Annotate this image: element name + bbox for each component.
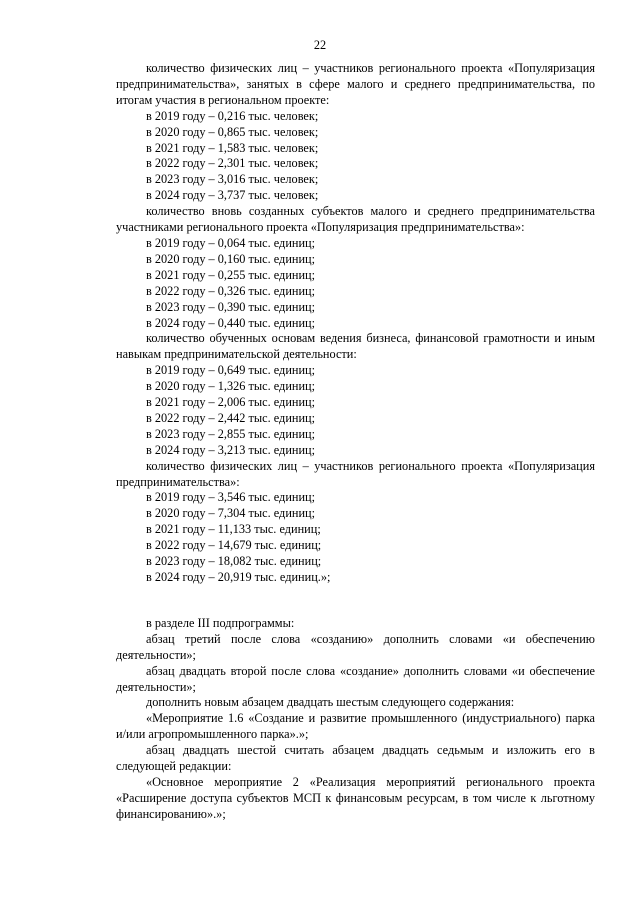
document-body <box>116 61 595 823</box>
paragraph: количество вновь созданных субъектов малого и среднего предпринимательства участниками регионального проекта «Популяризация предпринимательства»: <box>116 204 595 235</box>
paragraph: «Основное мероприятие 2 «Реализация мероприятий регионального проекта «Расширение доступа субъектов МСП к финансовым ресурсам, в том числе к льготному финансированию».»; <box>116 774 595 821</box>
paragraph: количество физических лиц – участников регионального проекта «Популяризация предпринимательства»: <box>116 458 595 489</box>
list-item: в 2024 году – 20,919 тыс. единиц.»; <box>146 570 331 584</box>
list-item: в 2023 году – 0,390 тыс. единиц; <box>146 299 316 314</box>
paragraph: «Мероприятие 1.6 «Создание и развитие промышленного (индустриального) парка и/или агропромышленного парка».»; <box>116 711 595 742</box>
list-item: в 2022 году – 14,679 тыс. единиц; <box>146 538 322 553</box>
list-item: в 2020 году – 0,160 тыс. единиц; <box>146 251 316 266</box>
list-item: в 2019 году – 0,064 тыс. единиц; <box>146 235 316 250</box>
list-item: в 2020 году – 0,865 тыс. человек; <box>146 124 319 139</box>
paragraph: в разделе III подпрограммы: <box>146 615 295 630</box>
list-item: в 2023 году – 2,855 тыс. единиц; <box>146 426 316 441</box>
list-item: в 2024 году – 3,213 тыс. единиц; <box>146 442 316 457</box>
list-item: в 2024 году – 3,737 тыс. человек; <box>146 188 319 203</box>
page-number: 22 <box>313 38 327 52</box>
list-item: в 2024 году – 0,440 тыс. единиц; <box>146 315 316 330</box>
list-item: в 2019 году – 3,546 тыс. единиц; <box>146 490 316 505</box>
list-item: в 2023 году – 3,016 тыс. человек; <box>146 172 319 187</box>
paragraph: абзац двадцать шестой считать абзацем двадцать седьмым и изложить его в следующей редакции: <box>116 743 595 774</box>
blank-space <box>116 586 595 616</box>
list-item: в 2019 году – 0,216 тыс. человек; <box>146 108 319 123</box>
list-item: в 2021 году – 0,255 тыс. единиц; <box>146 267 316 282</box>
paragraph: абзац третий после слова «созданию» дополнить словами «и обеспечению деятельности»; <box>116 631 595 662</box>
paragraph: количество физических лиц – участников регионального проекта «Популяризация предпринимательства», занятых в сфере малого и среднего предпринимательства, по итогам участия в региональном проекте: <box>116 61 595 107</box>
list-item: в 2019 году – 0,649 тыс. единиц; <box>146 363 316 378</box>
list-item: в 2021 году – 1,583 тыс. человек; <box>146 140 319 155</box>
list-item: в 2020 году – 7,304 тыс. единиц; <box>146 506 316 521</box>
list-item: в 2022 году – 2,301 тыс. человек; <box>146 156 319 171</box>
list-item: в 2023 году – 18,082 тыс. единиц; <box>146 554 322 569</box>
list-item: в 2022 году – 2,442 тыс. единиц; <box>146 410 316 425</box>
list-item: в 2021 году – 11,133 тыс. единиц; <box>146 522 321 537</box>
paragraph: количество обученных основам ведения бизнеса, финансовой грамотности и иным навыкам предпринимательской деятельности: <box>116 331 595 362</box>
list-item: в 2020 году – 1,326 тыс. единиц; <box>146 379 316 394</box>
paragraph: дополнить новым абзацем двадцать шестым следующего содержания: <box>146 695 515 710</box>
paragraph: абзац двадцать второй после слова «создание» дополнить словами «и обеспечение деятельности»; <box>116 663 595 694</box>
list-item: в 2021 году – 2,006 тыс. единиц; <box>146 395 316 410</box>
list-item: в 2022 году – 0,326 тыс. единиц; <box>146 283 316 298</box>
